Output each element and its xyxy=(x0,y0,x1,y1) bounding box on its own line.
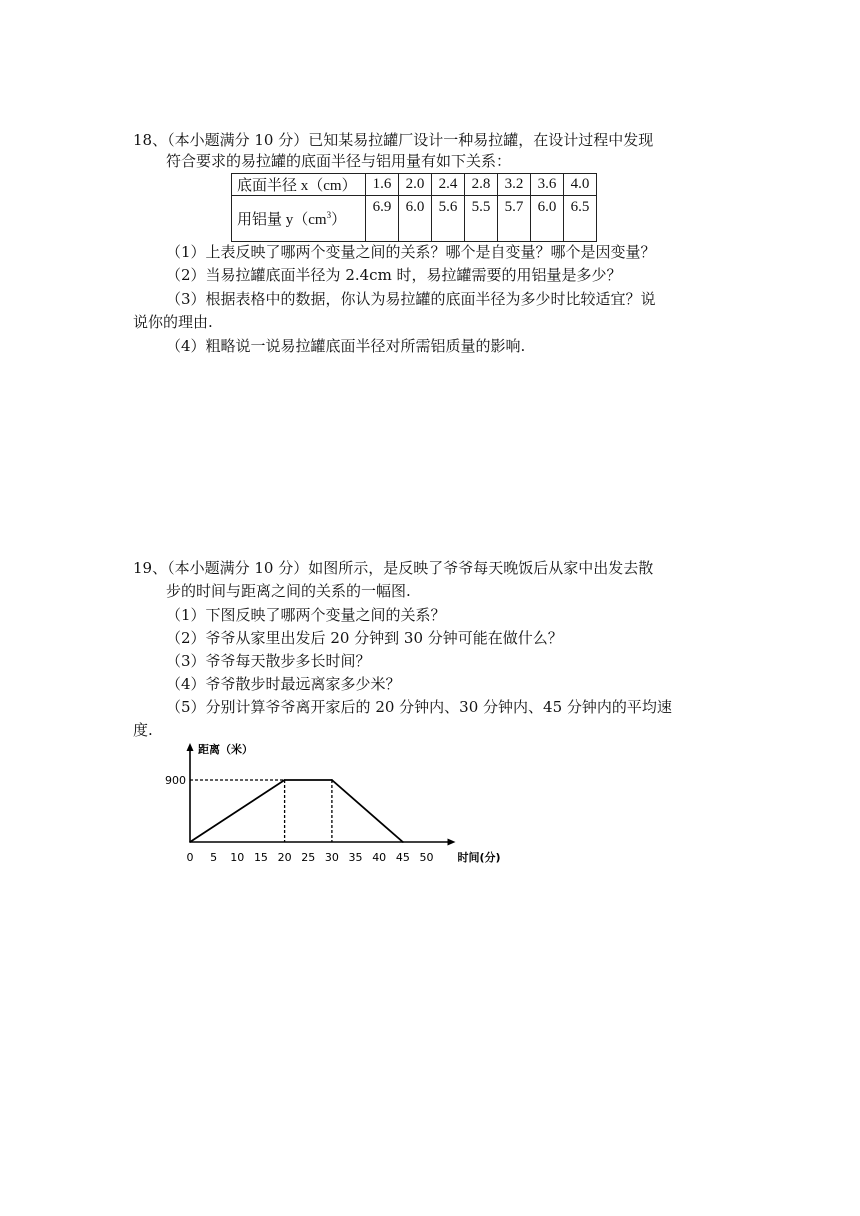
table-header-aluminum-close: ） xyxy=(331,212,347,228)
table-cell: 6.5 xyxy=(564,196,597,242)
q19-sub5-line2: 度. xyxy=(133,721,153,739)
x-tick-label: 40 xyxy=(372,851,387,864)
table-cell: 5.5 xyxy=(465,196,498,242)
table-cell: 6.0 xyxy=(399,196,432,242)
data-point xyxy=(402,841,404,843)
q19-sub2: （2）爷爷从家里出发后 20 分钟到 30 分钟可能在做什么？ xyxy=(166,629,563,647)
y-axis-label: 距离（米） xyxy=(198,743,253,756)
table-cell: 3.2 xyxy=(498,174,531,196)
table-cell: 5.6 xyxy=(432,196,465,242)
q19-sub5-line1: （5）分别计算爷爷离开家后的 20 分钟内、30 分钟内、45 分钟内的平均速 xyxy=(166,698,672,716)
table-cell: 2.8 xyxy=(465,174,498,196)
q19-sub3: （3）爷爷每天散步多长时间？ xyxy=(166,652,371,670)
distance-time-chart xyxy=(160,738,501,868)
table-cell: 4.0 xyxy=(564,174,597,196)
table-cell: 2.4 xyxy=(432,174,465,196)
q19-sub1: （1）下图反映了哪两个变量之间的关系？ xyxy=(166,606,446,624)
x-tick-label: 35 xyxy=(348,851,363,864)
x-tick-label: 5 xyxy=(210,851,218,864)
table-row-aluminum xyxy=(232,196,597,242)
x-tick-label: 45 xyxy=(395,851,410,864)
q18-sub2: （2）当易拉罐底面半径为 2.4cm 时，易拉罐需要的用铝量是多少？ xyxy=(166,266,622,284)
chart-axes xyxy=(187,742,501,864)
q18-sub4: （4）粗略说一说易拉罐底面半径对所需铝质量的影响. xyxy=(166,337,526,355)
q19-stem-line1: 19、（本小题满分 10 分）如图所示，是反映了爷爷每天晚饭后从家中出发去散 xyxy=(133,559,654,577)
table-cell: 6.9 xyxy=(366,196,399,242)
table-header-radius: 底面半径 x（cm） xyxy=(232,174,366,196)
table-header-aluminum-text: 用铝量 y（cm xyxy=(237,212,327,228)
table-cell: 5.7 xyxy=(498,196,531,242)
table-cell: 2.0 xyxy=(399,174,432,196)
x-axis-label: 时间(分) xyxy=(457,851,501,864)
unit-exponent: 3 xyxy=(326,210,332,220)
chart-series xyxy=(189,779,404,843)
chart-ticks xyxy=(165,774,434,864)
table-cell: 1.6 xyxy=(366,174,399,196)
radius-aluminum-table xyxy=(231,173,597,242)
data-point xyxy=(284,779,286,781)
x-tick-label: 50 xyxy=(419,851,434,864)
q18-stem-line1: 18、（本小题满分 10 分）已知某易拉罐厂设计一种易拉罐，在设计过程中发现 xyxy=(133,131,654,149)
x-tick-label: 10 xyxy=(230,851,245,864)
x-tick-label: 30 xyxy=(324,851,339,864)
table-cell: 3.6 xyxy=(531,174,564,196)
q18-sub3-line2: 说你的理由. xyxy=(133,313,213,331)
table-header-aluminum xyxy=(232,196,366,242)
chart-guides xyxy=(190,780,332,842)
q18-sub3-line1: （3）根据表格中的数据，你认为易拉罐的底面半径为多少时比较适宜？说 xyxy=(166,290,656,308)
x-tick-label: 25 xyxy=(301,851,316,864)
x-axis-arrow xyxy=(448,839,456,846)
q19-stem-line2: 步的时间与距离之间的关系的一幅图. xyxy=(166,582,411,600)
x-tick-label: 0 xyxy=(186,851,194,864)
x-tick-label: 20 xyxy=(277,851,292,864)
q18-sub1: （1）上表反映了哪两个变量之间的关系？哪个是自变量？哪个是因变量？ xyxy=(166,243,656,261)
table-row-radius xyxy=(232,174,597,196)
q18-stem-line2: 符合要求的易拉罐的底面半径与铝用量有如下关系： xyxy=(166,152,512,170)
data-point xyxy=(331,779,333,781)
y-axis-arrow xyxy=(187,743,194,751)
q19-sub4: （4）爷爷散步时最远离家多少米？ xyxy=(166,675,401,693)
distance-line xyxy=(190,780,403,842)
data-point xyxy=(189,841,191,843)
table-cell: 6.0 xyxy=(531,196,564,242)
x-tick-label: 15 xyxy=(253,851,268,864)
y-tick-label: 900 xyxy=(165,774,186,787)
